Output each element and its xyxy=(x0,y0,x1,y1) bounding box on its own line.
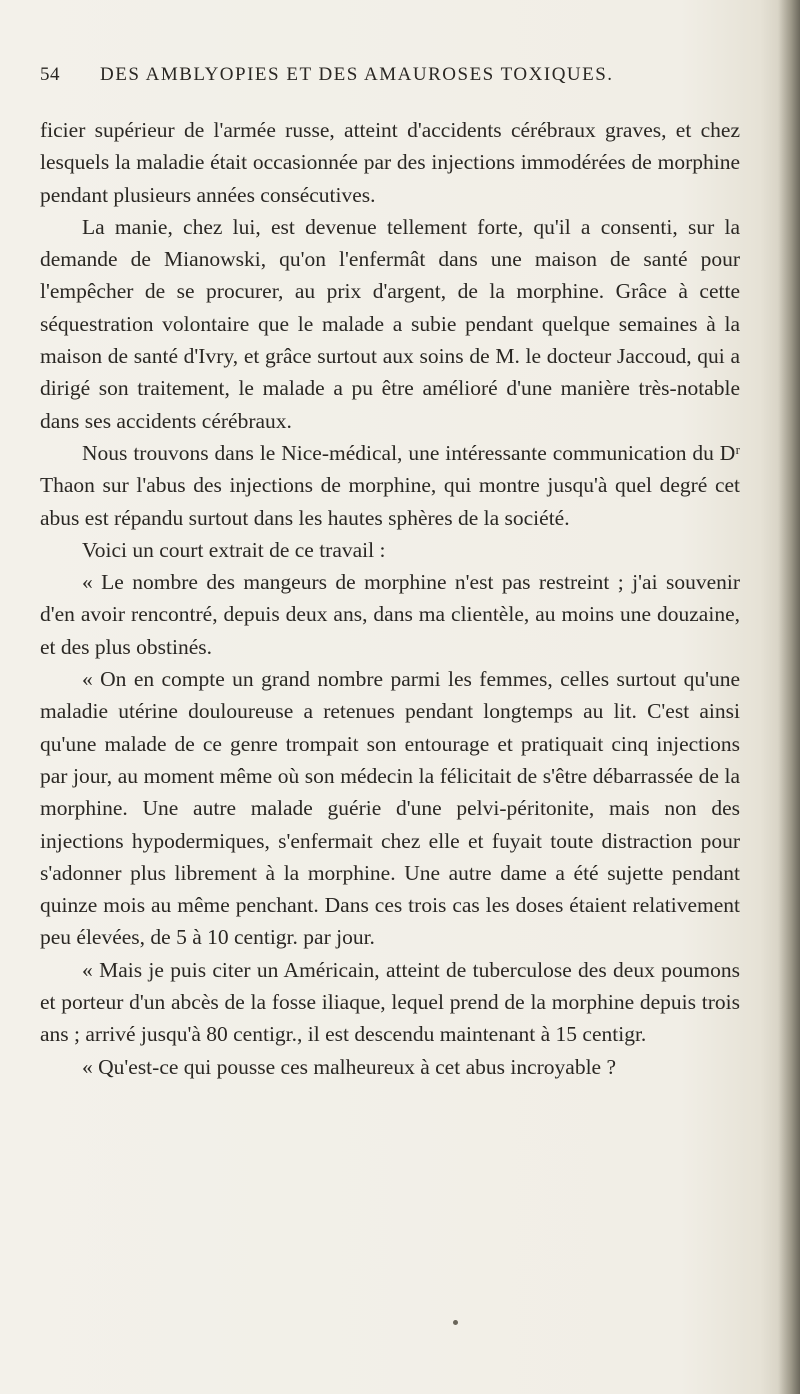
quote-paragraph: « Le nombre des mangeurs de morphine n'est pas restreint ; j'ai souvenir d'en avoir rencontré, depuis deux ans, dans ma clientèle, au moins une douzaine, et des plus obstinés. xyxy=(40,570,740,659)
paragraph: Voici un court extrait de ce travail : xyxy=(82,537,386,562)
running-title: DES AMBLYOPIES ET DES AMAUROSES TOXIQUES. xyxy=(100,64,614,85)
ink-speck xyxy=(453,1320,458,1325)
quote-paragraph: « Mais je puis citer un Américain, atteint de tuberculose des deux poumons et porteur d'un abcès de la fosse iliaque, lequel prend de la morphine depuis trois ans ; arrivé jusqu'à 80 centigr., il est descendu maintenant à 15 centigr. xyxy=(40,957,740,1047)
quote-paragraph: « On en compte un grand nombre parmi les femmes, celles surtout qu'une maladie utérine douloureuse a retenues pendant longtemps au lit. C'est ainsi qu'une malade de ce genre trompait son entourage et pratiquait cinq injections par jour, au moment même où son médecin la félicitait de s'être débarrassée de la morphine. Une autre malade guérie d'une pelvi-péritonite, mais non des injections hypodermiques, s'enfermait chez elle et fuyait toute distraction pour s'adonner plus librement à la morphine. Une autre dame a été sujette pendant quinze mois au même penchant. Dans ces trois cas les doses étaient relativement peu élevées, de 5 à 10 centigr. par jour. xyxy=(40,667,740,950)
paragraph-continued: ficier supérieur de l'armée russe, atteint d'accidents cérébraux graves, et chez lesquels la maladie était occasionnée par des injections immodérées de morphine pendant plusieurs années consécutives. xyxy=(40,118,740,207)
paragraph: La manie, chez lui, est devenue tellement forte, qu'il a consenti, sur la demande de Mianowski, qu'on l'enfermât dans une maison de santé pour l'empêcher de se procurer, au prix d'argent, de la morphine. Grâce à cette séquestration volontaire que le malade a subie pendant quelque semaines à la maison de santé d'Ivry, et grâce surtout aux soins de M. le docteur Jaccoud, qui a dirigé son traitement, le malade a pu être amélioré d'une manière très-notable dans ses accidents cérébraux. xyxy=(40,214,740,433)
paragraph: Nous trouvons dans le Nice-médical, une intéressante communication du Dʳ Thaon sur l'abus des injections de morphine, qui montre jusqu'à quel degré cet abus est répandu surtout dans les hautes sphères de la société. xyxy=(40,440,740,530)
page-edge-shadow xyxy=(778,0,800,1394)
page-header xyxy=(40,64,720,94)
quote-paragraph: « Qu'est-ce qui pousse ces malheureux à cet abus incroyable ? xyxy=(82,1054,617,1079)
body-text xyxy=(40,114,740,1083)
page-number: 54 xyxy=(40,64,60,85)
